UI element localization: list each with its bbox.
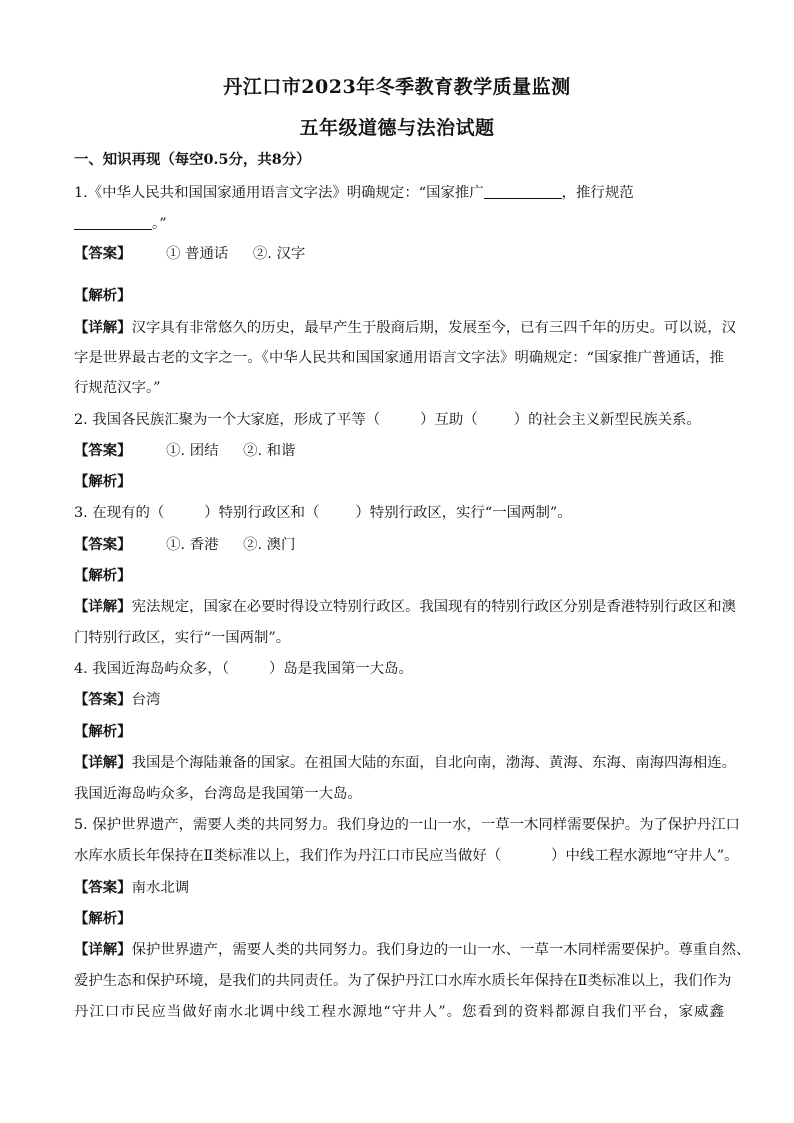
q1-detail-line-3: 行规范汉字。” xyxy=(74,380,161,396)
q5-analysis-label: 【解析】 xyxy=(74,910,132,927)
q2-analysis-label: 【解析】 xyxy=(74,473,132,490)
q2-answer-2: 和谐 xyxy=(266,443,296,459)
q1-answer-2: 汉字 xyxy=(276,246,306,262)
q3-detail-text-1: 宪法规定，国家在必要时得设立特别行政区。我国现有的特别行政区分别是香港特别行政区和澳 xyxy=(131,599,736,615)
q1-answer-1-marker: ① xyxy=(166,246,181,262)
q3-detail-line-2: 门特别行政区，实行“一国两制”。 xyxy=(74,630,291,646)
answer-label: 【答案】 xyxy=(74,536,132,553)
q1-text-a: 1.《中华人民共和国国家通用语言文字法》明确规定：“国家推广 xyxy=(74,185,484,201)
q3-analysis-label: 【解析】 xyxy=(74,567,132,584)
answer-label: 【答案】 xyxy=(74,245,132,262)
q1-text-b: ，推行规范 xyxy=(561,185,634,201)
q1-analysis-label: 【解析】 xyxy=(74,287,132,304)
q3-answer-line xyxy=(74,535,295,555)
answer-label: 【答案】 xyxy=(74,442,132,459)
q3-answer-2-marker: ②. xyxy=(243,537,263,553)
q2-text-a: 2. 我国各民族汇聚为一个大家庭，形成了平等（ xyxy=(74,412,381,428)
question-2 xyxy=(74,410,701,430)
answer-label: 【答案】 xyxy=(74,879,132,896)
detail-label: 【详解】 xyxy=(74,941,132,958)
page-subtitle: 五年级道德与法治试题 xyxy=(299,117,495,139)
q5-detail-text-1: 保护世界遗产，需要人类的共同努力。我们身边的一山一水、一草一木同样需要保护。尊重自然、 xyxy=(131,942,751,958)
page-title: 丹江口市2023年冬季教育教学质量监测 xyxy=(223,76,571,98)
q4-text-a: 4. 我国近海岛屿众多，（ xyxy=(74,661,230,677)
q4-detail-line-1 xyxy=(74,753,736,773)
q4-detail-text-1: 我国是个海陆兼备的国家。在祖国大陆的东面，自北向南，渤海、黄海、东海、南海四海相连。 xyxy=(131,755,736,771)
q4-answer-line xyxy=(74,690,160,710)
q3-answer-2: 澳门 xyxy=(266,537,296,553)
q3-answer-1: 香港 xyxy=(189,537,219,553)
q5-text-a: 水库水质长年保持在Ⅱ类标准以上，我们作为丹江口市民应当做好（ xyxy=(74,848,502,864)
question-1-line-1 xyxy=(74,183,634,203)
q3-detail-line-1 xyxy=(74,597,736,617)
q1-answer-2-marker: ②. xyxy=(252,246,272,262)
q2-answer-1-marker: ①. xyxy=(166,443,186,459)
q2-answer-1: 团结 xyxy=(189,443,219,459)
q2-text-b: ）互助（ xyxy=(420,412,478,428)
q3-text-c: ）特别行政区，实行“一国两制”。 xyxy=(355,505,572,521)
question-4 xyxy=(74,659,413,679)
q1-text-c: 。” xyxy=(152,216,167,232)
q1-blank-2 xyxy=(74,215,152,230)
q3-text-a: 3. 在现有的（ xyxy=(74,505,165,521)
q4-analysis-label: 【解析】 xyxy=(74,723,132,740)
question-5-line-2 xyxy=(74,846,739,866)
q3-answer-1-marker: ①. xyxy=(166,537,186,553)
q5-text-b: ）中线工程水源地“守井人”。 xyxy=(551,848,739,864)
q4-text-b: ）岛是我国第一大岛。 xyxy=(269,661,413,677)
q5-answer: 南水北调 xyxy=(131,880,190,896)
q1-blank-1 xyxy=(484,184,562,199)
q5-detail-line-3: 丹江口市民应当做好南水北调中线工程水源地“守井人”。您看到的资料都源自我们平台，家威鑫 xyxy=(74,1004,724,1020)
q1-detail-text-1: 汉字具有非常悠久的历史，最早产生于殷商后期，发展至今，已有三四千年的历史。可以说，汉 xyxy=(131,320,736,336)
q5-detail-line-1 xyxy=(74,940,751,960)
q2-answer-line xyxy=(74,441,295,461)
q1-detail-line-2: 字是世界最古老的文字之一。《中华人民共和国国家通用语言文字法》明确规定：“国家推广普通话，推 xyxy=(74,350,724,366)
q1-answer-1: 普通话 xyxy=(185,246,229,262)
q4-detail-line-2: 我国近海岛屿众多，台湾岛是我国第一大岛。 xyxy=(74,786,362,802)
answer-label: 【答案】 xyxy=(74,691,132,708)
question-1-line-2 xyxy=(74,214,167,234)
section-heading: 一、知识再现（每空0.5分，共8分） xyxy=(74,151,311,168)
q1-detail-line-1 xyxy=(74,318,736,338)
q5-answer-line xyxy=(74,878,189,898)
detail-label: 【详解】 xyxy=(74,754,132,771)
q2-answer-2-marker: ②. xyxy=(243,443,263,459)
q5-detail-line-2: 爱护生态和保护环境，是我们的共同责任。为了保护丹江口水库水质长年保持在Ⅱ类标准以上，我们作为 xyxy=(74,973,732,989)
q4-answer: 台湾 xyxy=(131,692,161,708)
q1-answer-line xyxy=(74,244,305,264)
detail-label: 【详解】 xyxy=(74,319,132,336)
q2-text-c: ）的社会主义新型民族关系。 xyxy=(513,412,701,428)
detail-label: 【详解】 xyxy=(74,598,132,615)
question-3 xyxy=(74,503,572,523)
q3-text-b: ）特别行政区和（ xyxy=(204,505,320,521)
question-5-line-1: 5. 保护世界遗产，需要人类的共同努力。我们身边的一山一水，一草一木同样需要保护。为了保护丹江口 xyxy=(74,817,740,833)
